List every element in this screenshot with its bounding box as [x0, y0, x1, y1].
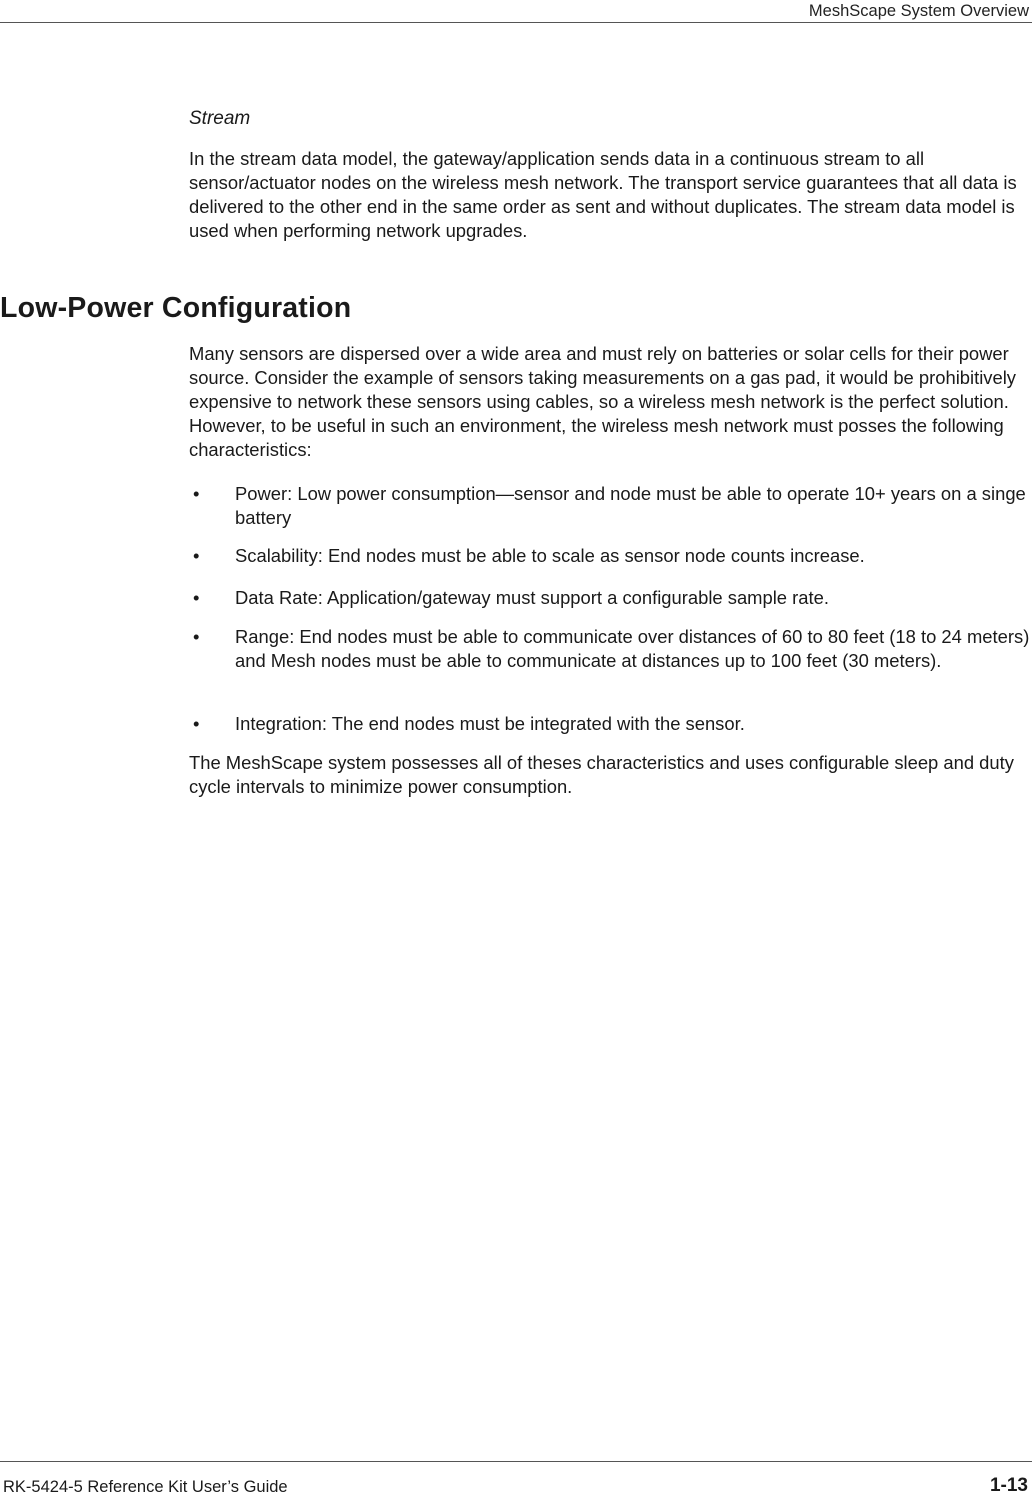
- bullet-power: Power: Low power consumption—sensor and node must be able to operate 10+ years on a singe battery: [235, 483, 1026, 528]
- bullet-marker: •: [193, 587, 200, 608]
- bullet-data-rate: Data Rate: Application/gateway must support a configurable sample rate.: [235, 587, 829, 608]
- bullet-marker: •: [193, 626, 200, 647]
- bullet-marker: •: [193, 483, 200, 504]
- header-divider: [0, 22, 1032, 23]
- footer-guide-title: RK-5424-5 Reference Kit User’s Guide: [3, 1478, 288, 1496]
- bullet-marker: •: [193, 545, 200, 566]
- stream-paragraph: In the stream data model, the gateway/application sends data in a continuous stream to all sensor/actuator nodes on the wireless mesh network. The transport service guarantees that all data is delivered to the other end in the same order as sent and without duplicates. The stream data model is used when performing network upgrades.: [189, 148, 1017, 241]
- low-power-intro-paragraph: Many sensors are dispersed over a wide area and must rely on batteries or solar cells for their power source. Consider the example of sensors taking measurements on a gas pad, it would be prohibitively expensive to network these sensors using cables, so a wireless mesh network is the perfect solution. However, to be useful in such an environment, the wireless mesh network must posses the following characteristics:: [189, 343, 1017, 460]
- section-heading-low-power: Low-Power Configuration: [0, 292, 352, 324]
- bullet-scalability: Scalability: End nodes must be able to scale as sensor node counts increase.: [235, 545, 865, 566]
- footer-divider: [0, 1461, 1032, 1462]
- running-header-title: MeshScape System Overview: [808, 2, 1029, 20]
- bullet-integration: Integration: The end nodes must be integrated with the sensor.: [235, 713, 745, 734]
- footer-page-number: 1-13: [989, 1475, 1028, 1496]
- bullet-marker: •: [193, 713, 200, 734]
- stream-subheading: Stream: [189, 108, 251, 129]
- bullet-range: Range: End nodes must be able to communicate over distances of 60 to 80 feet (18 to 24 meters) and Mesh nodes must be able to communicate at distances up to 100 feet (30 meters).: [235, 626, 1030, 671]
- low-power-closing-paragraph: The MeshScape system possesses all of theses characteristics and uses configurable sleep and duty cycle intervals to minimize power consumption.: [189, 752, 1014, 797]
